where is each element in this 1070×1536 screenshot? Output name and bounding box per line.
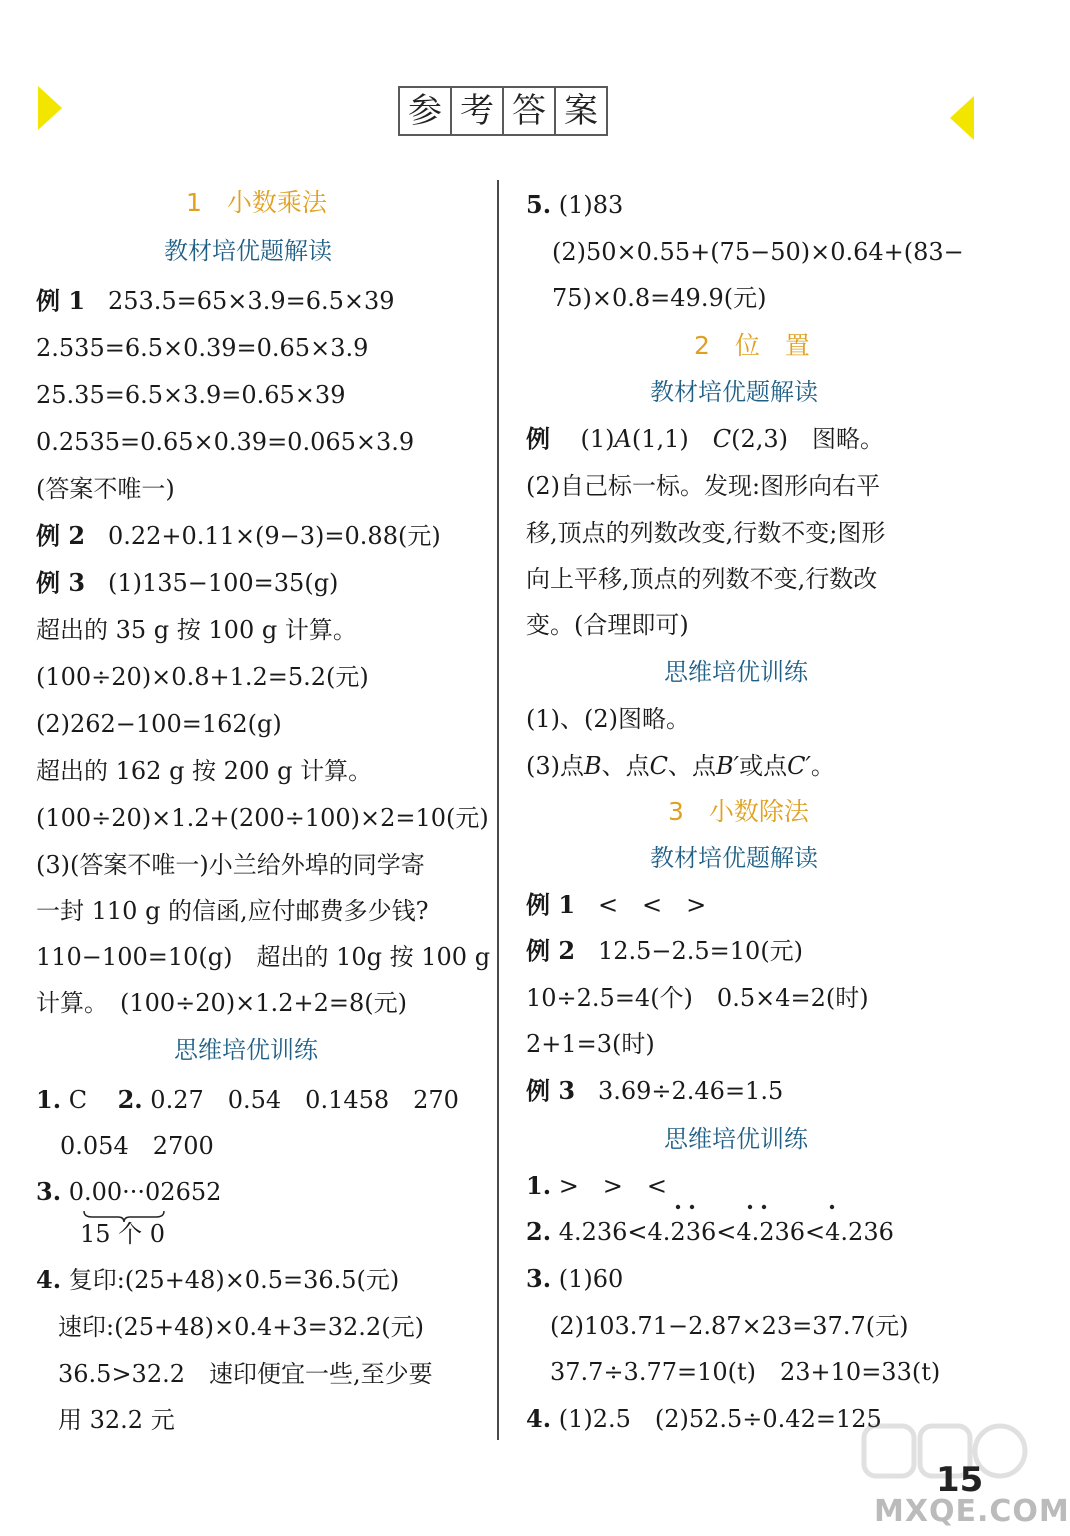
answer-line: 向上平移,顶点的列数不变,行数改 <box>526 565 878 593</box>
example-1 <box>36 286 395 316</box>
point-label: C <box>712 425 732 453</box>
point-label: A <box>614 425 632 453</box>
point-label: C′ <box>787 752 811 780</box>
header-char: 答 <box>504 88 556 134</box>
example-label: 例 <box>526 424 550 453</box>
section-title-position: 2 位 置 <box>694 331 810 360</box>
question-5 <box>526 190 623 220</box>
column-divider <box>497 180 499 1440</box>
answer-line: 速印:(25+48)×0.4+3=32.2(元) <box>58 1313 424 1341</box>
answer-text: 、点 <box>601 752 650 780</box>
watermark-site: MXQE.COM <box>874 1494 1070 1529</box>
example-position <box>526 424 884 454</box>
answer-line: 25.35=6.5×3.9=0.65×39 <box>36 381 346 409</box>
answer-text: (1)135−100=35(g) <box>107 569 339 597</box>
subsection-title-training: 思维培优训练 <box>664 1125 808 1153</box>
example-label: 例 3 <box>526 1076 576 1105</box>
answer-line: 超出的 35 g 按 100 g 计算。 <box>36 616 357 644</box>
question-4 <box>36 1265 399 1295</box>
subsection-title-textbook: 教材培优题解读 <box>650 378 818 406</box>
example-label: 例 3 <box>36 568 86 597</box>
answer-text: 0.27 0.54 0.1458 270 <box>150 1086 459 1114</box>
example-label: 例 1 <box>36 286 86 315</box>
answer-text: 、点 <box>668 752 717 780</box>
answer-line: 移,顶点的列数改变,行数不变;图形 <box>526 519 886 547</box>
question-4-division <box>526 1404 882 1434</box>
point-label: C <box>649 752 669 780</box>
question-number: 2. <box>117 1085 143 1114</box>
answer-text: 12.5−2.5=10(元) <box>597 937 804 965</box>
question-number: 3. <box>36 1177 62 1206</box>
answer-line: 10÷2.5=4(个) 0.5×4=2(时) <box>526 984 869 1012</box>
answer-line: (答案不唯一) <box>36 475 175 503</box>
subsection-title-training: 思维培优训练 <box>664 658 808 686</box>
answer-text: (1,1) <box>631 425 713 453</box>
repeating-decimal-dots-icon <box>600 1202 850 1212</box>
example-label: 例 2 <box>526 936 576 965</box>
answer-line: 15 个 0 <box>80 1220 166 1248</box>
question-number: 1. <box>36 1085 62 1114</box>
answer-line: 36.5>32.2 速印便宜一些,至少要 <box>58 1360 433 1388</box>
header-char: 参 <box>400 88 452 134</box>
answer-line: 0.2535=0.65×0.39=0.065×3.9 <box>36 428 415 456</box>
header-char: 案 <box>564 91 598 131</box>
example-2-division <box>526 936 803 966</box>
answer-text: 0.22+0.11×(9−3)=0.88(元) <box>107 522 441 550</box>
answer-line: (1)、(2)图略。 <box>526 705 690 733</box>
answer-line: 2+1=3(时) <box>526 1030 655 1058</box>
question-3-division <box>526 1264 623 1294</box>
answer-text: (1)83 <box>558 191 624 219</box>
example-3 <box>36 568 338 598</box>
answer-line: (100÷20)×0.8+1.2=5.2(元) <box>36 663 369 691</box>
answer-text: > > < <box>558 1172 668 1200</box>
section-title-decimal-division: 3 小数除法 <box>668 797 809 826</box>
page-header-title <box>398 86 608 136</box>
subsection-title-textbook: 教材培优题解读 <box>164 237 332 265</box>
question-number: 4. <box>526 1404 552 1433</box>
question-number: 4. <box>36 1265 62 1294</box>
header-char: 考 <box>452 88 504 134</box>
answer-text: 复印:(25+48)×0.5=36.5(元) <box>68 1266 400 1294</box>
answer-text: 或点 <box>739 752 788 780</box>
answer-line: 75)×0.8=49.9(元) <box>552 284 767 312</box>
question-number: 3. <box>526 1264 552 1293</box>
answer-line: (100÷20)×1.2+(200÷100)×2=10(元) <box>36 804 489 832</box>
answer-text: (1) <box>580 425 615 453</box>
example-3-division <box>526 1076 783 1106</box>
example-2 <box>36 521 441 551</box>
answer-line: 37.7÷3.77=10(t) 23+10=33(t) <box>550 1358 941 1386</box>
example-label: 例 2 <box>36 521 86 550</box>
answer-line: 变。(合理即可) <box>526 611 689 639</box>
point-label: B′ <box>716 752 740 780</box>
example-label: 例 1 <box>526 890 576 919</box>
subsection-title-training: 思维培优训练 <box>174 1036 318 1064</box>
answer-line: 一封 110 g 的信函,应付邮费多少钱? <box>36 897 429 925</box>
answer-line: (2)103.71−2.87×23=37.7(元) <box>550 1312 909 1340</box>
answer-line: (2)50×0.55+(75−50)×0.64+(83− <box>552 238 964 266</box>
example-1-division <box>526 890 706 920</box>
answer-line: 计算。 (100÷20)×1.2+2=8(元) <box>36 989 407 1017</box>
section-title-decimal-multiplication: 1 小数乘法 <box>186 188 327 217</box>
answer-text: (1)60 <box>558 1265 624 1293</box>
answer-text: C <box>68 1086 88 1114</box>
answer-text: (2,3) 图略。 <box>731 425 885 453</box>
answer-line: 110−100=10(g) 超出的 10g 按 100 g <box>36 943 491 971</box>
answer-line: (2)262−100=162(g) <box>36 710 282 738</box>
answer-line: 2.535=6.5×0.39=0.65×3.9 <box>36 334 369 362</box>
question-number: 5. <box>526 190 552 219</box>
subsection-title-textbook: 教材培优题解读 <box>650 844 818 872</box>
page-number: 15 <box>936 1460 984 1500</box>
answer-text: 0.00···02652 <box>68 1178 222 1206</box>
answer-text: 3.69÷2.46=1.5 <box>597 1077 784 1105</box>
point-label: B <box>584 752 602 780</box>
yellow-triangle-right-icon <box>950 96 974 140</box>
question-number: 2. <box>526 1217 552 1246</box>
answer-text: < < > <box>597 891 707 919</box>
question-1-division <box>526 1171 667 1201</box>
answer-text: 4.236<4.236<4.236<4.236 <box>558 1218 894 1246</box>
answer-line: (3)(答案不唯一)小兰给外埠的同学寄 <box>36 851 425 879</box>
question-3 <box>36 1177 221 1207</box>
answer-line: 用 32.2 元 <box>58 1406 175 1434</box>
answer-text: (3)点 <box>526 752 584 780</box>
question-1-2 <box>36 1085 459 1115</box>
answer-line: 0.054 2700 <box>60 1132 214 1160</box>
answer-text: 253.5=65×3.9=6.5×39 <box>107 287 395 315</box>
answer-line: (2)自己标一标。发现:图形向右平 <box>526 472 881 500</box>
answer-line: 超出的 162 g 按 200 g 计算。 <box>36 757 373 785</box>
answer-text: 。 <box>810 752 835 780</box>
question-number: 1. <box>526 1171 552 1200</box>
question-2-division <box>526 1217 894 1247</box>
answer-line-points <box>526 751 835 781</box>
answer-text: (1)2.5 (2)52.5÷0.42=125 <box>558 1405 882 1433</box>
yellow-triangle-left-icon <box>38 86 62 130</box>
